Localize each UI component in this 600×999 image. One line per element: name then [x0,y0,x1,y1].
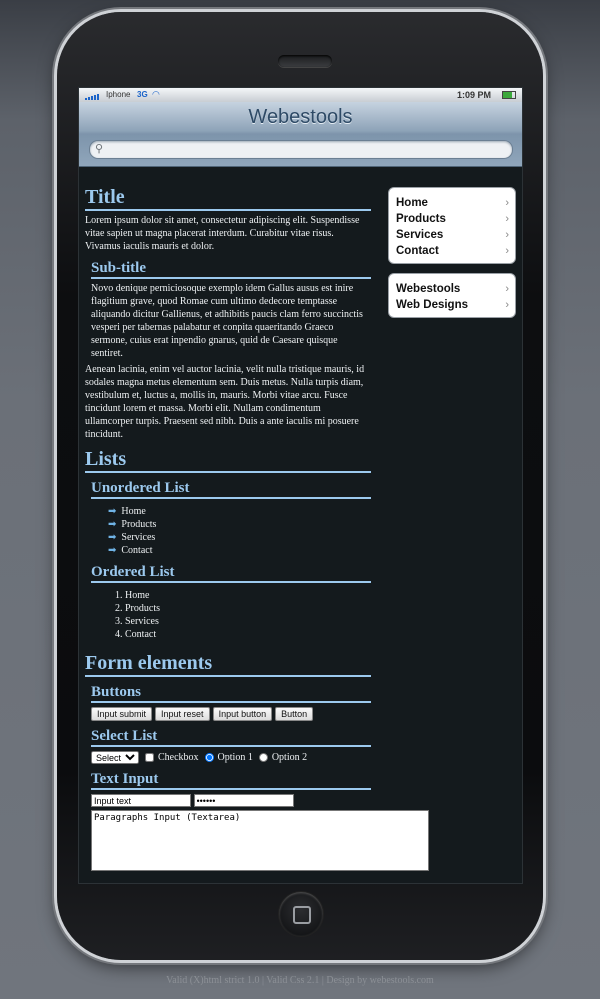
buttons-heading: Buttons [91,683,371,703]
nav-item-home[interactable]: Home › [396,197,509,209]
subtitle-heading: Sub-title [91,259,371,279]
nav-item-products[interactable]: Products › [396,213,509,225]
list-item: ➡ Contact [108,545,153,556]
chevron-right-icon: › [505,213,509,225]
text-input[interactable] [91,794,191,807]
primary-nav [388,187,516,264]
screen [78,87,523,884]
header-bar [79,102,522,167]
nav-item-webestools[interactable]: Webestools › [396,283,509,295]
clock: 1:09 PM [457,90,492,100]
checkbox-label: Checkbox [158,752,199,763]
button-button[interactable]: Button [275,707,313,721]
password-input[interactable] [194,794,294,807]
status-bar [79,88,522,102]
textarea[interactable] [91,810,429,871]
home-square-icon [293,906,311,924]
battery-icon [502,91,516,99]
select-heading: Select List [91,727,371,747]
chevron-right-icon: › [505,197,509,209]
paragraph-2: Aenean lacinia, enim vel auctor lacinia, velit nulla tristique mauris, id sodales magna metus elementum sem. Duis metus. Nulla turpis diam, vestibulum et, luctus a, mollis in, mauris. Morbi vitae arcu. Fusce tincidunt lorem et massa. Morbi elit. Nullam condimentum ullamcorper turpis. Praesent sed nibh. Duis a ante iaculis mi posuere tincidunt. [85,364,365,440]
footer-credits: Valid (X)html strict 1.0 | Valid Css 2.1 | Design by webestools.com [166,975,434,986]
list-item: ➡ Home [108,506,146,517]
arrow-icon: ➡ [108,532,117,543]
search-input[interactable] [110,142,504,158]
buttons-row [91,707,371,721]
list-item: ➡ Products [108,519,157,530]
network-label: 3G [137,90,148,99]
unordered-heading: Unordered List [91,479,371,499]
option-2-label: Option 2 [271,752,308,763]
option-2-radio[interactable] [259,753,268,762]
site-title[interactable]: Webestools [248,106,353,128]
lists-heading: Lists [85,447,371,473]
ordered-list [125,589,371,641]
main-content [85,185,371,871]
carrier-label: Iphone [106,90,131,99]
nav-item-services[interactable]: Services › [396,229,509,241]
sub-paragraph: Novo denique perniciosoque exemplo idem Gallus ausus est inire flagitium grave, quod Romae cum ultimo dedecore temptasse aliquando dicitur Gallienus, et adhibitis paucis clam ferro succinctis vesperi per tabernas palabatur et conpita quaeritando Graeco sermone, cuius erat inpendio gnarus, quid de Caesare quisque sentiret. [91,283,363,359]
page-title: Title [85,185,371,211]
select-row [91,751,371,764]
signal-icon [85,91,100,100]
option-1-radio[interactable] [205,753,214,762]
speaker-grille [278,55,332,67]
home-button[interactable] [279,892,323,936]
list-item: 1. Home [125,589,371,602]
unordered-list [108,505,371,557]
intro-paragraph: Lorem ipsum dolor sit amet, consectetur adipiscing elit. Suspendisse vitae sapien ut magna placerat interdum. Curabitur vitae risus. Vivamus iaculis mauris et dolor. [85,215,360,252]
list-item: ➡ Services [108,532,156,543]
form-heading: Form elements [85,651,371,677]
input-reset-button[interactable]: Input reset [155,707,210,721]
nav-item-contact[interactable]: Contact › [396,245,509,257]
list-item: 3. Services [125,615,371,628]
nav-item-web-designs[interactable]: Web Designs › [396,299,509,311]
phone-frame [57,12,543,960]
search-bar[interactable] [89,140,513,159]
arrow-icon: ➡ [108,506,117,517]
chevron-right-icon: › [505,283,509,295]
chevron-right-icon: › [505,299,509,311]
secondary-nav [388,273,516,318]
list-item: 2. Products [125,602,371,615]
chevron-right-icon: › [505,229,509,241]
ordered-heading: Ordered List [91,563,371,583]
input-submit-button[interactable]: Input submit [91,707,152,721]
input-button-button[interactable]: Input button [213,707,273,721]
arrow-icon: ➡ [108,519,117,530]
wifi-icon: ◠ [152,89,160,99]
arrow-icon: ➡ [108,545,117,556]
text-input-row [91,794,371,871]
search-icon: ⚲ [95,142,104,155]
text-input-heading: Text Input [91,770,371,790]
option-1-label: Option 1 [217,752,253,763]
select-dropdown[interactable] [91,751,139,764]
list-item: 4. Contact [125,628,371,641]
checkbox[interactable] [145,753,154,762]
chevron-right-icon: › [505,245,509,257]
